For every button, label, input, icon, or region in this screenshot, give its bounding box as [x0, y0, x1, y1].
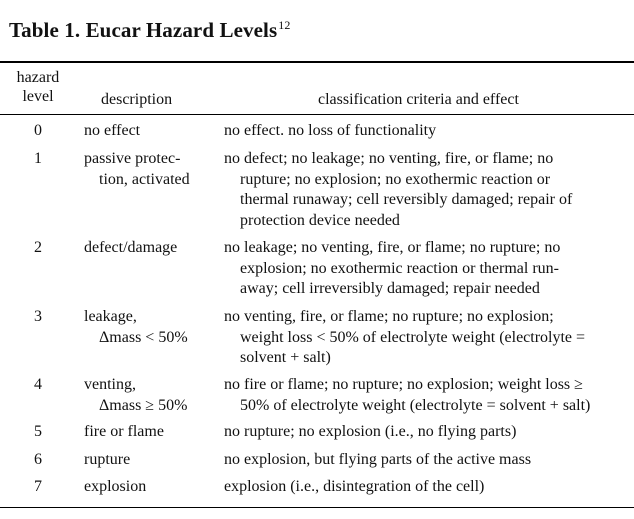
- criteria-cell: [224, 450, 626, 471]
- description-line: Δmass ≥ 50%: [99, 396, 188, 414]
- criteria-cell: [224, 238, 626, 300]
- bottom-rule: [0, 507, 634, 508]
- description-line: leakage,: [84, 308, 137, 325]
- criteria-cell: [224, 375, 626, 416]
- criteria-line: explosion (i.e., disintegration of the cell): [224, 478, 485, 495]
- description-cell: [84, 149, 216, 190]
- hazard-level-cell: 4: [34, 376, 42, 393]
- header-description: description: [101, 91, 173, 108]
- header-hazard-level-line2: level: [22, 88, 54, 105]
- criteria-line: away; cell irreversibly damaged; repair needed: [240, 280, 540, 297]
- criteria-line: no fire or flame; no rupture; no explosion; weight loss ≥: [224, 376, 583, 393]
- hazard-level-cell: 5: [34, 423, 42, 440]
- criteria-cell: [224, 422, 626, 443]
- description-cell: [84, 477, 216, 498]
- criteria-line: 50% of electrolyte weight (electrolyte = solvent + salt): [240, 396, 591, 414]
- description-line: passive protec-: [84, 150, 181, 167]
- hazard-level-cell: 2: [34, 239, 42, 256]
- criteria-cell: [224, 477, 626, 498]
- description-cell: [84, 238, 216, 259]
- description-line: tion, activated: [99, 170, 190, 188]
- description-line: no effect: [84, 122, 141, 139]
- hazard-level-cell: 6: [34, 451, 42, 468]
- criteria-line: thermal runaway; cell reversibly damaged; repair of: [240, 191, 573, 208]
- table-title-text: Table 1. Eucar Hazard Levels: [9, 18, 278, 42]
- description-line: rupture: [84, 451, 131, 468]
- criteria-cell: [224, 121, 626, 142]
- description-cell: [84, 422, 216, 443]
- description-cell: [84, 450, 216, 471]
- criteria-line: solvent + salt): [240, 349, 331, 366]
- description-cell: [84, 375, 216, 416]
- description-line: fire or flame: [84, 423, 164, 440]
- criteria-line: weight loss < 50% of electrolyte weight (electrolyte =: [240, 328, 586, 346]
- hazard-level-cell: 0: [34, 122, 42, 139]
- table-title: [9, 18, 290, 43]
- top-rule: [0, 61, 634, 63]
- hazard-level-cell: 7: [34, 478, 42, 495]
- criteria-line: no explosion, but flying parts of the active mass: [224, 451, 532, 468]
- criteria-line: no rupture; no explosion (i.e., no flying parts): [224, 423, 517, 440]
- criteria-cell: [224, 307, 626, 369]
- criteria-line: rupture; no explosion; no exothermic reaction or: [240, 170, 551, 188]
- header-criteria: classification criteria and effect: [318, 91, 519, 108]
- criteria-line: no venting, fire, or flame; no rupture; no explosion;: [224, 308, 554, 325]
- description-cell: [84, 307, 216, 348]
- description-line: defect/damage: [84, 239, 178, 256]
- description-cell: [84, 121, 216, 142]
- description-line: venting,: [84, 376, 136, 393]
- header-hazard-level: [8, 68, 68, 106]
- criteria-line: explosion; no exothermic reaction or thermal run-: [240, 259, 560, 277]
- criteria-cell: [224, 149, 626, 231]
- header-hazard-level-line1: hazard: [16, 69, 60, 86]
- reference-superscript: 12: [278, 18, 291, 32]
- hazard-level-cell: 3: [34, 308, 42, 325]
- header-rule: [0, 114, 634, 115]
- description-line: explosion: [84, 478, 147, 495]
- criteria-line: no defect; no leakage; no venting, fire, or flame; no: [224, 150, 554, 167]
- criteria-line: protection device needed: [240, 211, 400, 229]
- criteria-line: no effect. no loss of functionality: [224, 122, 437, 139]
- description-line: Δmass < 50%: [99, 328, 188, 346]
- hazard-level-cell: 1: [34, 150, 42, 167]
- criteria-line: no leakage; no venting, fire, or flame; no rupture; no: [224, 239, 561, 256]
